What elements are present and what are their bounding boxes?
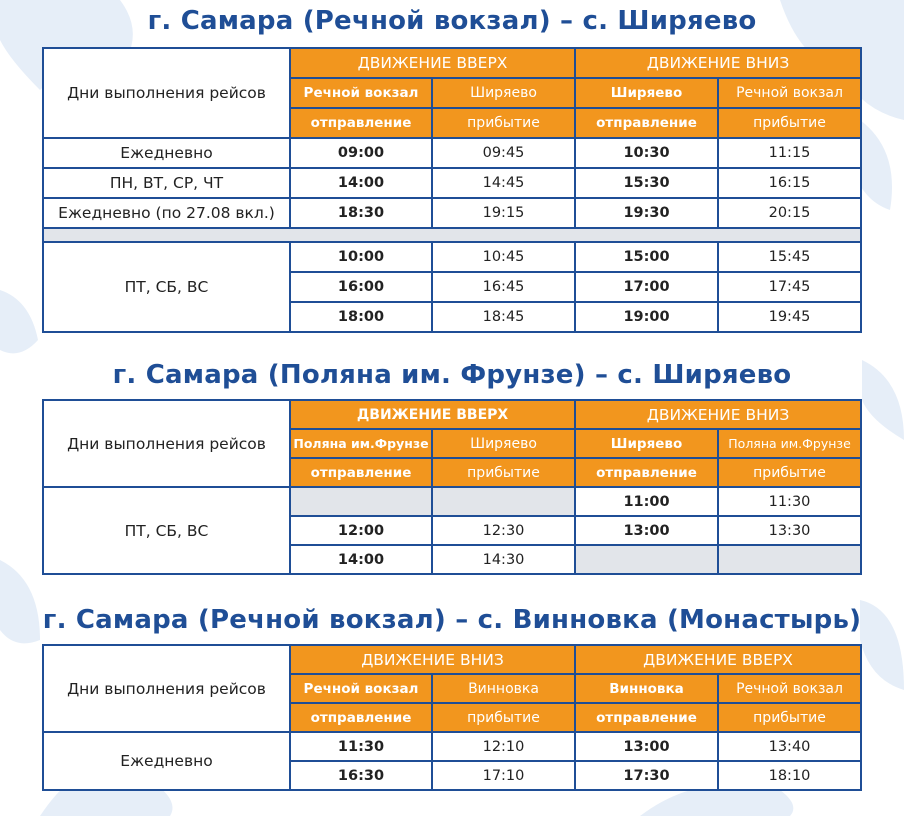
time-cell: 14:00 <box>290 545 432 574</box>
time-cell: 11:15 <box>718 138 861 168</box>
time-cell: 18:10 <box>718 761 861 790</box>
time-cell: 12:00 <box>290 516 432 545</box>
direction-header: ДВИЖЕНИЕ ВВЕРХ <box>575 645 861 674</box>
empty-cell <box>575 545 718 574</box>
days-header: Дни выполнения рейсов <box>43 645 290 732</box>
time-cell: 09:00 <box>290 138 432 168</box>
column-header-departure: отправление <box>290 703 432 732</box>
direction-header: ДВИЖЕНИЕ ВВЕРХ <box>290 48 575 78</box>
column-header-departure: отправление <box>575 703 718 732</box>
time-cell: 12:10 <box>432 732 575 761</box>
time-cell: 11:30 <box>718 487 861 516</box>
time-cell: 16:15 <box>718 168 861 198</box>
days-cell: Ежедневно (по 27.08 вкл.) <box>43 198 290 228</box>
stop-header: Ширяево <box>432 429 575 458</box>
time-cell: 12:30 <box>432 516 575 545</box>
time-cell: 17:10 <box>432 761 575 790</box>
time-cell: 16:30 <box>290 761 432 790</box>
time-cell: 15:30 <box>575 168 718 198</box>
time-cell: 10:30 <box>575 138 718 168</box>
stop-header: Винновка <box>432 674 575 703</box>
time-cell: 11:00 <box>575 487 718 516</box>
time-cell: 18:30 <box>290 198 432 228</box>
time-cell: 20:15 <box>718 198 861 228</box>
days-header: Дни выполнения рейсов <box>43 48 290 138</box>
empty-cell <box>718 545 861 574</box>
days-cell: ПТ, СБ, ВС <box>43 487 290 574</box>
separator-row <box>43 228 861 242</box>
empty-cell <box>432 487 575 516</box>
stop-header: Поляна им.Фрунзе <box>718 429 861 458</box>
days-cell: Ежедневно <box>43 138 290 168</box>
route-2-table <box>42 399 862 575</box>
route-1-title: г. Самара (Речной вокзал) – с. Ширяево <box>147 6 757 36</box>
time-cell: 14:00 <box>290 168 432 198</box>
stop-header: Речной вокзал <box>290 674 432 703</box>
route-1-table <box>42 47 862 333</box>
time-cell: 10:45 <box>432 242 575 272</box>
column-header-arrival: прибытие <box>718 458 861 487</box>
direction-header: ДВИЖЕНИЕ ВНИЗ <box>290 645 575 674</box>
stop-header: Ширяево <box>575 429 718 458</box>
time-cell: 17:30 <box>575 761 718 790</box>
time-cell: 19:15 <box>432 198 575 228</box>
time-cell: 09:45 <box>432 138 575 168</box>
days-cell: Ежедневно <box>43 732 290 790</box>
stop-header: Винновка <box>575 674 718 703</box>
time-cell: 15:45 <box>718 242 861 272</box>
column-header-arrival: прибытие <box>432 108 575 138</box>
time-cell: 18:45 <box>432 302 575 332</box>
stop-header: Речной вокзал <box>290 78 432 108</box>
route-2-title: г. Самара (Поляна им. Фрунзе) – с. Ширяево <box>112 360 792 390</box>
direction-header: ДВИЖЕНИЕ ВНИЗ <box>575 48 861 78</box>
time-cell: 11:30 <box>290 732 432 761</box>
days-cell: ПН, ВТ, СР, ЧТ <box>43 168 290 198</box>
column-header-departure: отправление <box>575 108 718 138</box>
time-cell: 16:45 <box>432 272 575 302</box>
time-cell: 17:45 <box>718 272 861 302</box>
column-header-arrival: прибытие <box>718 703 861 732</box>
column-header-arrival: прибытие <box>432 458 575 487</box>
stop-header: Речной вокзал <box>718 78 861 108</box>
time-cell: 13:30 <box>718 516 861 545</box>
column-header-departure: отправление <box>290 458 432 487</box>
time-cell: 17:00 <box>575 272 718 302</box>
time-cell: 18:00 <box>290 302 432 332</box>
time-cell: 13:40 <box>718 732 861 761</box>
time-cell: 16:00 <box>290 272 432 302</box>
column-header-arrival: прибытие <box>718 108 861 138</box>
days-header: Дни выполнения рейсов <box>43 400 290 487</box>
column-header-departure: отправление <box>290 108 432 138</box>
time-cell: 15:00 <box>575 242 718 272</box>
time-cell: 19:45 <box>718 302 861 332</box>
direction-header: ДВИЖЕНИЕ ВНИЗ <box>575 400 861 429</box>
column-header-departure: отправление <box>575 458 718 487</box>
route-3-title: г. Самара (Речной вокзал) – с. Винновка (Монастырь) <box>42 605 862 635</box>
time-cell: 14:30 <box>432 545 575 574</box>
time-cell: 13:00 <box>575 516 718 545</box>
direction-header: ДВИЖЕНИЕ ВВЕРХ <box>290 400 575 429</box>
time-cell: 19:30 <box>575 198 718 228</box>
stop-header: Поляна им.Фрунзе <box>290 429 432 458</box>
time-cell: 14:45 <box>432 168 575 198</box>
time-cell: 19:00 <box>575 302 718 332</box>
column-header-arrival: прибытие <box>432 703 575 732</box>
stop-header: Ширяево <box>575 78 718 108</box>
time-cell: 13:00 <box>575 732 718 761</box>
route-3-table <box>42 644 862 791</box>
empty-cell <box>290 487 432 516</box>
stop-header: Ширяево <box>432 78 575 108</box>
time-cell: 10:00 <box>290 242 432 272</box>
days-cell: ПТ, СБ, ВС <box>43 242 290 332</box>
stop-header: Речной вокзал <box>718 674 861 703</box>
